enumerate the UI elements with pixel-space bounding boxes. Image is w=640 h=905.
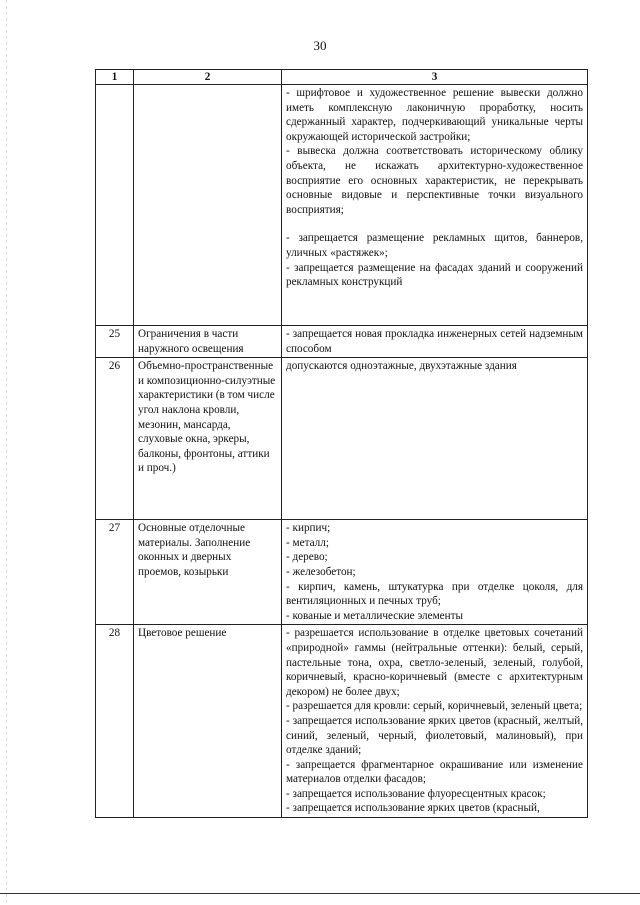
- row-content: [282, 625, 588, 818]
- list-item: - железобетон;: [286, 565, 356, 578]
- row-content: [282, 358, 588, 520]
- row-number: 26: [96, 358, 134, 520]
- row-number: 28: [96, 625, 134, 818]
- list-item: - запрещается размещение на фасадах зданий и сооружений рекламных конструкций: [286, 261, 583, 289]
- row-number: 27: [96, 520, 134, 625]
- row-content: [282, 520, 588, 625]
- row-content: [282, 85, 588, 326]
- row-name: Ограничения в части наружного освещения: [134, 326, 282, 358]
- requirements-table: [95, 69, 588, 818]
- row-name: Основные отделочные материалы. Заполнение оконных и дверных проемов, козырьки: [134, 520, 282, 625]
- page-number: 30: [313, 38, 327, 53]
- header-col-1: 1: [96, 70, 134, 85]
- list-item: - запрещается фрагментарное окрашивание или изменение материалов отделки фасадов;: [286, 758, 583, 786]
- row-name: Цветовое решение: [134, 625, 282, 818]
- header-col-3: 3: [282, 70, 588, 85]
- list-item: допускаются одноэтажные, двухэтажные здания: [286, 360, 517, 373]
- list-item: - запрещается размещение рекламных щитов, баннеров, уличных «растяжек»;: [286, 232, 583, 259]
- row-content: [282, 326, 588, 358]
- list-item: - запрещается новая прокладка инженерных сетей надземным способом: [286, 328, 583, 355]
- table-row-25: [96, 326, 588, 358]
- list-item: - кирпич;: [286, 522, 331, 535]
- list-item: - запрещается использование флуоресцентных красок;: [286, 787, 546, 800]
- table-header-row: [96, 70, 588, 85]
- table-row-28: [96, 625, 588, 818]
- row-number: 25: [96, 326, 134, 358]
- list-item: - запрещается использование ярких цветов (красный,: [286, 802, 540, 815]
- list-item: - дерево;: [286, 551, 328, 564]
- list-item: - кирпич, камень, штукатурка при отделке цоколя, для вентиляционных и печных труб;: [286, 580, 583, 608]
- list-item: - вывеска должна соответствовать историческому облику объекта, не искажать архитектурно-художественное восприятие его основных характеристик, не перекрывать основные видовые и перспективные точки визуального восприятия;: [286, 145, 583, 216]
- list-item: - разрешается для кровли: серый, коричневый, зеленый цвета;: [286, 700, 583, 713]
- row-name: Объемно-пространственные и композиционно-силуэтные характеристики (в том числе угол наклона кровли, мезонин, мансарда, слуховые окна, эркеры, балконы, фронтоны, аттики и проч.): [134, 358, 282, 520]
- table-row-27: [96, 520, 588, 625]
- list-item: - металл;: [286, 536, 329, 549]
- page-bottom-rule: [0, 893, 640, 894]
- row-name: [134, 85, 282, 326]
- list-item: - шрифтовое и художественное решение вывески должно иметь комплексную лаконичную проработку, носить сдержанный характер, подчеркивающий уникальные черты окружающей исторической застройки;: [286, 87, 583, 143]
- table-row-26: [96, 358, 588, 520]
- header-col-2: 2: [134, 70, 282, 85]
- scan-margin-line: [6, 0, 7, 905]
- list-item: - запрещается использование ярких цветов (красный, желтый, синий, зеленый, черный, фиолетовый, малиновый), при отделке зданий;: [286, 714, 583, 757]
- list-item: - разрешается использование в отделке цветовых сочетаний «природной» гаммы (нейтральные оттенки): белый, серый, пастельные тона, охра, светло-зеленый, зеленый, голубой, коричневый, красно-коричневый (вместе с архитектурным декором) не более двух;: [286, 627, 583, 698]
- table-row-continued: [96, 85, 588, 326]
- row-number: [96, 85, 134, 326]
- list-item: - кованые и металлические элементы: [286, 609, 464, 622]
